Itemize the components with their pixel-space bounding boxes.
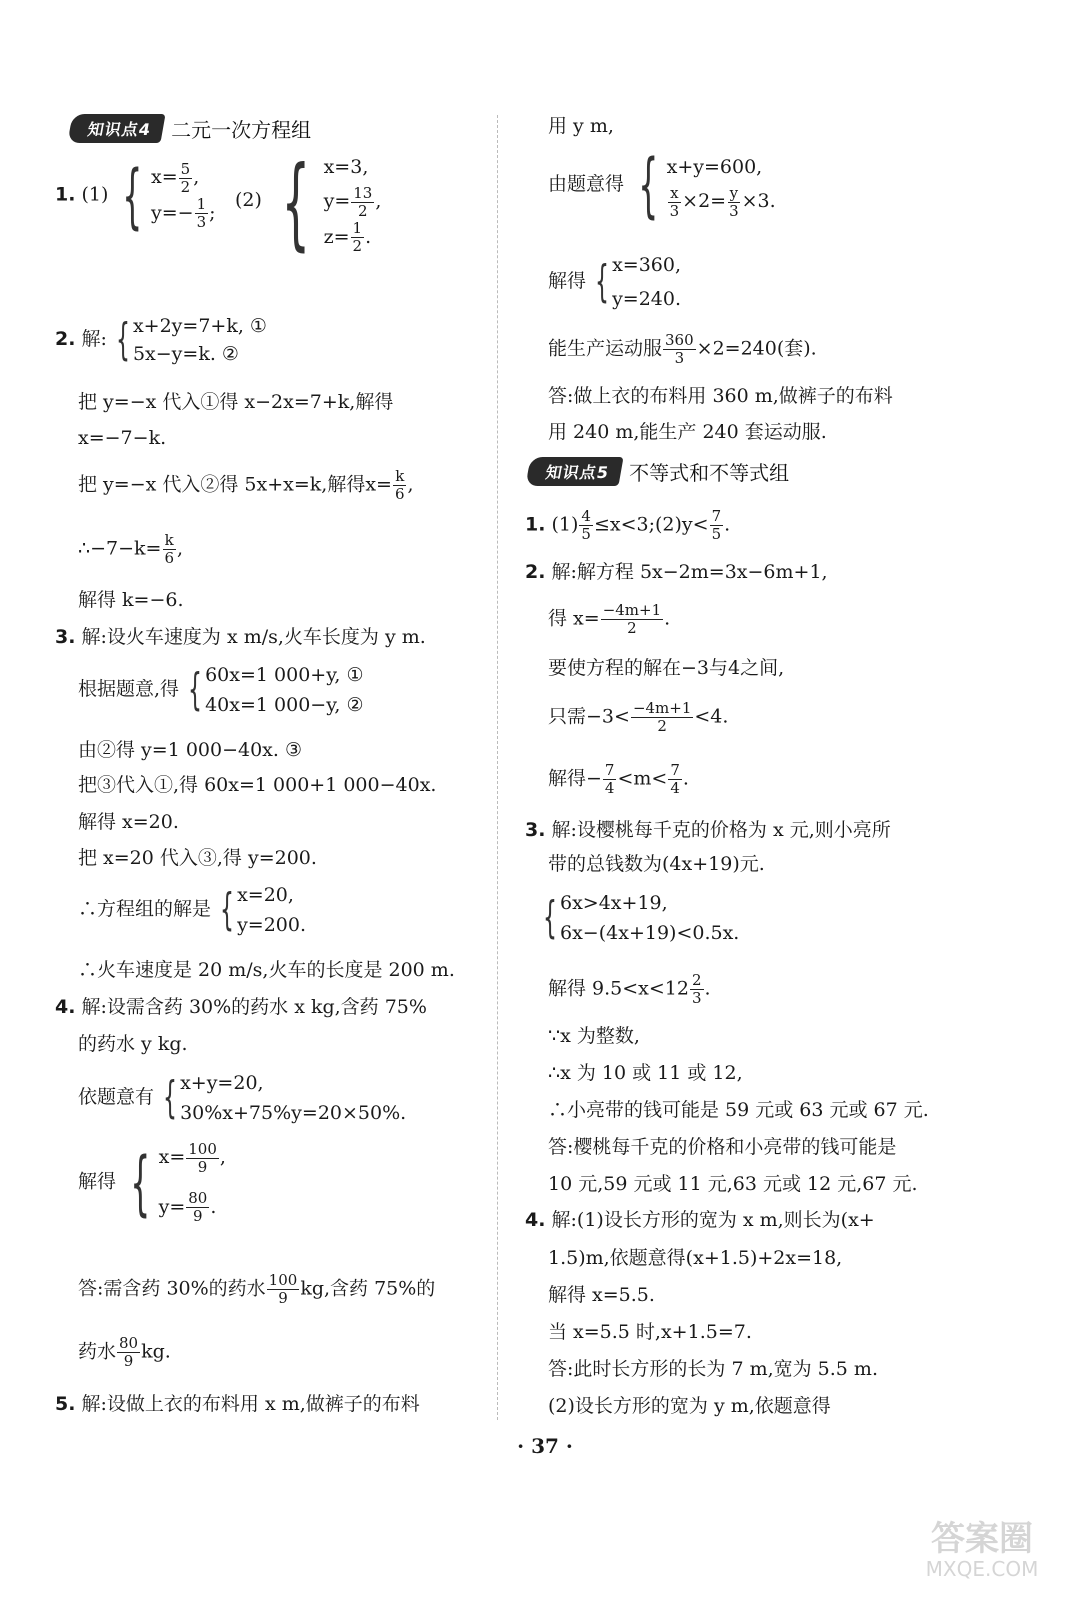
- section-badge: 知识点5: [525, 457, 623, 486]
- section-header-4: [70, 113, 311, 143]
- section-header-5: [528, 456, 789, 486]
- column-divider: [497, 115, 498, 1420]
- left-q2: 2. 解: { x+2y=7+k, ① 5x−y=k. ②: [55, 314, 267, 365]
- system-brace: { x= $\frac{5}{2}$ , y=− $\frac{1}{3}$ ;: [122, 154, 216, 237]
- section-badge: 知识点4: [67, 114, 165, 143]
- page: 知识点4 二元一次方程组 1. (1) { x= $\frac{5}{2}$ , y=− $\frac{1}{3}$ ; (2) { x=3, y= $\frac{13}{2}$ , z= $\frac{1}{2}$ . 2. 解: { x+2y=7+k, ① 5x−y=k. ② 把 y=−x 代入①得 x−2x=7+k,解得 x=−7−k. 把 y=−x 代入②得 5x+x=k,解得x= $\frac{k}{6}$ , ∴−7−k= $\frac{k}{6}$ , 解得 k=−6. 3. 解:设火车速度为 x m/s,火车长度为 y m. 根据题意,得 { 60x=1 000+y, ① 40x=1 000−y, ② 由②得 y=1 000−40x. ③ 把③代入①,得 60x=1 000+1 000−40x. 解得 x=20. 把 x=20 代入③,得 y=200. ∴方程组的解是 { x=20, y=200. ∴火车速度是 20 m/s,火车的长度是 200 m. 4. 解:设需含药 30%的药水 x kg,含药 75% 的药水 y kg. 依题意有 { x+y=20, 30%x+75%y=20×50%. 解得 { x= $\frac{100}{9}$ , y= $\frac{80}{9}$ . 答:需含药 30%的药水 $\frac{100}{9}$ kg,含药 75%的 药水 $\frac{80}{9}$ kg. 5. 解:设做上衣的布料用 x m,做裤子的布料 用 y m, 由题意得 { x+y=600, $\frac{x}{3}$ ×2= $\frac{y}{3}$ ×3. 解得 { x=360, y=240. 能生产运动服 $\frac{360}{3}$ ×2=240(套). 答:做上衣的布料用 360 m,做裤子的布料 用 240 m,能生产 240 套运动服. 知识点5 不等式和不等式组 1. (1) $\frac{4}{5}$ ≤x<3;(2)y< $\frac{7}{5}$ . 2. 解:解方程 5x−2m=3x−6m+1, 得 x= $\frac{-4m+1}{2}$ . 要使方程的解在−3与4之间, 只需−3< $\frac{-4m+1}{2}$ <4. 解得− $\frac{7}{4}$ <m< $\frac{7}{4}$ . 3. 解:设樱桃每千克的价格为 x 元,则小亮所 带的总钱数为(4x+19)元. { 6x>4x+19, 6x−(4x+19)<0.5x. 解得 9.5<x<12 $\frac{2}{3}$ . ∵x 为整数, ∴x 为 10 或 11 或 12, ∴小亮带的钱可能是 59 元或 63 元或 67 元. 答:樱桃每千克的价格和小亮带的钱可能是 10 元,59 元或 11 元,63 元或 12 元,67 元. 4. 解:(1)设长方形的宽为 x m,则长为(x+ 1.5)m,依题意得(x+1.5)+2x=18, 解得 x=5.5. 当 x=5.5 时,x+1.5=7. 答:此时长方形的长为 7 m,宽为 5.5 m. (2)设长方形的宽为 y m,依题意得 · 37 · 答案圈 MXQE.COM: [0, 0, 1090, 1600]
- svg-text:答案圈: 答案圈: [931, 1519, 1033, 1559]
- watermark-logo: [892, 1512, 1072, 1582]
- section-title: 二元一次方程组: [171, 117, 312, 142]
- page-number: · 37 ·: [517, 1434, 573, 1458]
- section-title: 不等式和不等式组: [629, 460, 790, 485]
- left-q1: 1. (1) { x= $\frac{5}{2}$ , y=− $\frac{1}{3}$ ;: [55, 154, 216, 237]
- left-q1-part2: (2) { x=3, y= $\frac{13}{2}$ , z= $\frac{1}{2}$ .: [235, 143, 382, 261]
- svg-text:MXQE.COM: MXQE.COM: [925, 1557, 1039, 1581]
